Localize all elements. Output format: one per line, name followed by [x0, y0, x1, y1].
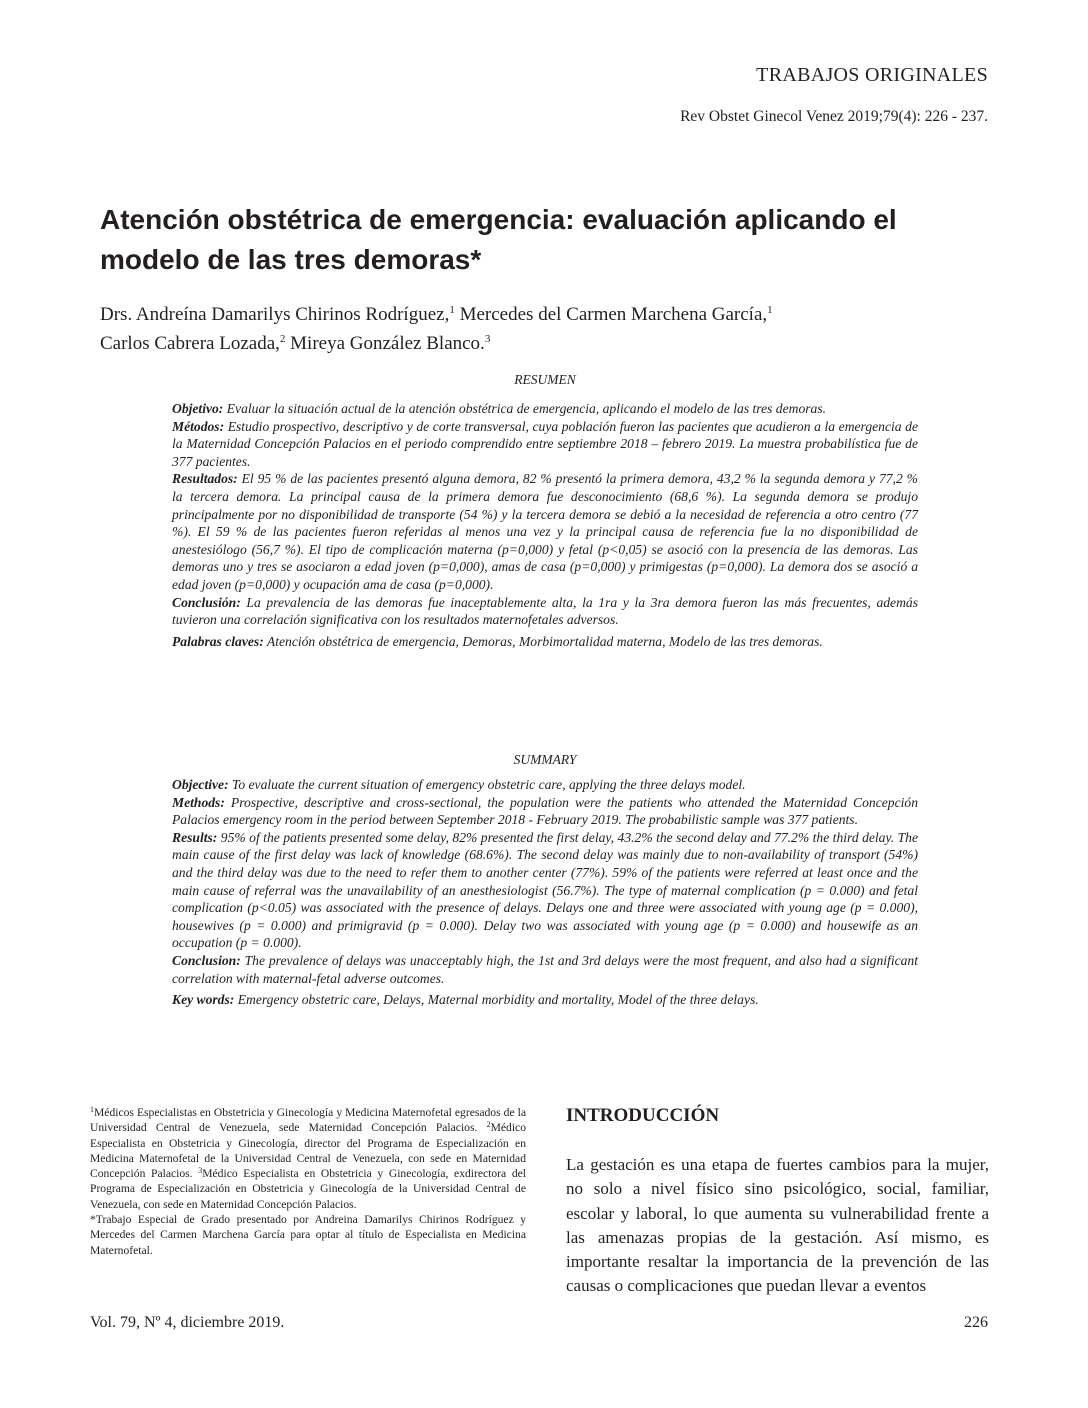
- text: Prospective, descriptive and cross-sectional, the population were the patients who attended the Maternidad Concepción Palacios emergency room in the period between September 2018 - February 2019. The probabilistic sample was 377 patients.: [172, 794, 918, 828]
- resumen-conclusion: [172, 594, 918, 629]
- summary-conclusion: [172, 952, 918, 987]
- label: Methods:: [172, 794, 225, 810]
- text: El 95 % de las pacientes presentó alguna demora, 82 % presentó la primera demora, 43,2 % la segunda demora y 77,2 % la tercera demora. La principal causa de la primera demora fue desconocimiento (68,6 %). La segunda demora se produjo principalmente por no disponibilidad de transporte (54 %) y la tercera demora se debió a la necesidad de referencia a otro centro (77 %). El 59 % de las pacientes fueron referidas al menos una vez y la principal causa de referencia fue la no disponibilidad de anestesiólogo (56,7 %). El tipo de complicación materna (p=0,000) y fetal (p<0,05) se asoció con la presencia de las demoras. Las demoras uno y tres se asociaron a edad joven (p=0,000), amas de casa (p=0,000) y primigestas (p=0,000). La demora dos se asoció a edad joven (p=0,000) y ocupación ama de casa (p=0,000).: [172, 471, 918, 592]
- label: Key words:: [172, 992, 235, 1008]
- text: Evaluar la situación actual de la atención obstétrica de emergencia, aplicando el modelo de las tres demoras.: [223, 401, 827, 416]
- affiliation-mark: 1: [449, 304, 455, 316]
- text: The prevalence of delays was unacceptably high, the 1st and 3rd delays were the most frequent, and also had a significant correlation with maternal-fetal adverse outcomes.: [172, 952, 918, 986]
- label: Objetivo:: [172, 401, 224, 416]
- resumen-metodos: [172, 418, 918, 471]
- author-name: Drs. Andreína Damarilys Chirinos Rodríguez,: [100, 304, 450, 325]
- resumen-heading: RESUMEN: [514, 372, 576, 387]
- text: 95% of the patients presented some delay, 82% presented the first delay, 43.2% the second delay and 77.2% the third delay. The main cause of the first delay was lack of knowledge (68.6%). The second delay was mainly due to non-availability of transport (54%) and the third delay was due to the need to refer them to another center (77%). 59% of the patients were referred at least once and the main cause of referral was the unavailability of an anesthesiologist (56.7%). The type of maternal complication (p = 0.000) and fetal complication (p<0.05) was associated with the presence of delays. Delays one and three were associated with young age (p = 0.000), housewives (p = 0.000) and primigravid (p = 0.000). Delay two was associated with young age (p = 0.000) and housewife as an occupation (p = 0.000).: [172, 829, 918, 951]
- footnote-affiliations: [90, 1105, 526, 1212]
- footnote-mark: 2: [486, 1120, 491, 1130]
- text: Emergency obstetric care, Delays, Maternal morbidity and mortality, Model of the three delays.: [234, 992, 759, 1008]
- footnote-3: Médico Especialista en Obstetricia y Ginecología, exdirectora del Programa de Especialización en Obstetricia y Ginecología de la Universidad Central de Venezuela, con sede en Maternidad Concepción Palacios.: [90, 1167, 526, 1211]
- label: Objective:: [172, 777, 229, 792]
- label: Results:: [172, 829, 218, 845]
- author-list: [100, 300, 1000, 358]
- footer-issue: Vol. 79, Nº 4, diciembre 2019.: [90, 1314, 285, 1331]
- resumen-keywords: [172, 633, 918, 651]
- summary-results: [172, 829, 918, 952]
- footnote-1: Médicos Especialistas en Obstetricia y Ginecología y Medicina Maternofetal egresados de la Universidad Central de Venezuela, sede Maternidad Concepción Palacios.: [90, 1106, 526, 1135]
- summary-heading: SUMMARY: [513, 752, 577, 767]
- affiliation-mark: 3: [484, 333, 491, 345]
- section-label: TRABAJOS ORIGINALES: [756, 64, 988, 86]
- text: Estudio prospectivo, descriptivo y de corte transversal, cuya población fueron las pacientes que acudieron a la emergencia de la Maternidad Concepción Palacios en el periodo comprendido entre septiembre 2018 – febrero 2019. La muestra probabilística fue de 377 pacientes.: [172, 418, 918, 469]
- summary-abstract: [172, 776, 918, 1009]
- footnote-2: Médico Especialista en Obstetricia y Ginecología, director del Programa de Especialización en Medicina Maternofetal de la Universidad Central de Venezuela, con sede en Maternidad Concepción Palacios.: [90, 1121, 526, 1181]
- introduction-heading: INTRODUCCIÓN: [566, 1105, 720, 1126]
- text: Atención obstétrica de emergencia, Demoras, Morbimortalidad materna, Modelo de las tres demoras.: [263, 633, 823, 649]
- author-name: Mercedes del Carmen Marchena García,: [454, 304, 768, 325]
- footnote-star: *Trabajo Especial de Grado presentado por Andreina Damarilys Chirinos Rodríguez y Mercedes del Carmen Marchena García para optar al título de Especialista en Medicina Maternofetal.: [90, 1213, 526, 1257]
- journal-citation: Rev Obstet Ginecol Venez 2019;79(4): 226 - 237.: [680, 108, 988, 125]
- label: Conclusion:: [172, 952, 241, 968]
- label: Resultados:: [172, 471, 238, 487]
- introduction-text: La gestación es una etapa de fuertes cambios para la mujer, no solo a nivel físico sino psicológico, social, familiar, escolar y laboral, lo que aumenta su vulnerabilidad frente a las amenazas propias de la gestación. Así mismo, es importante resaltar la importancia de la prevención de las causas o complicaciones que puedan llevar a eventos: [566, 1155, 989, 1296]
- resumen-objetivo: [172, 400, 918, 418]
- resumen-resultados: [172, 470, 918, 593]
- affiliation-mark: 1: [767, 304, 773, 316]
- footnote-mark: 1: [90, 1105, 94, 1114]
- page-number: 226: [964, 1314, 988, 1331]
- label: Palabras claves:: [172, 633, 264, 649]
- label: Conclusión:: [172, 594, 241, 610]
- author-name: Carlos Cabrera Lozada,: [100, 333, 280, 354]
- affiliation-mark: 2: [279, 333, 286, 345]
- text: To evaluate the current situation of emergency obstetric care, applying the three delays model.: [228, 777, 746, 792]
- summary-methods: [172, 794, 918, 829]
- summary-objective: [172, 776, 918, 794]
- label: Métodos:: [172, 418, 225, 434]
- footnotes: [90, 1105, 526, 1258]
- text: La prevalencia de las demoras fue inaceptablemente alta, la 1ra y la 3ra demora fueron las más frecuentes, además tuvieron una correlación significativa con los resultados maternofetales adversos.: [172, 594, 918, 628]
- article-title: Atención obstétrica de emergencia: evaluación aplicando el modelo de las tres demoras*: [100, 204, 897, 275]
- resumen-abstract: [172, 400, 918, 650]
- footnote-mark: 3: [198, 1166, 203, 1176]
- author-name: Mireya González Blanco.: [285, 333, 485, 354]
- summary-keywords: [172, 991, 918, 1009]
